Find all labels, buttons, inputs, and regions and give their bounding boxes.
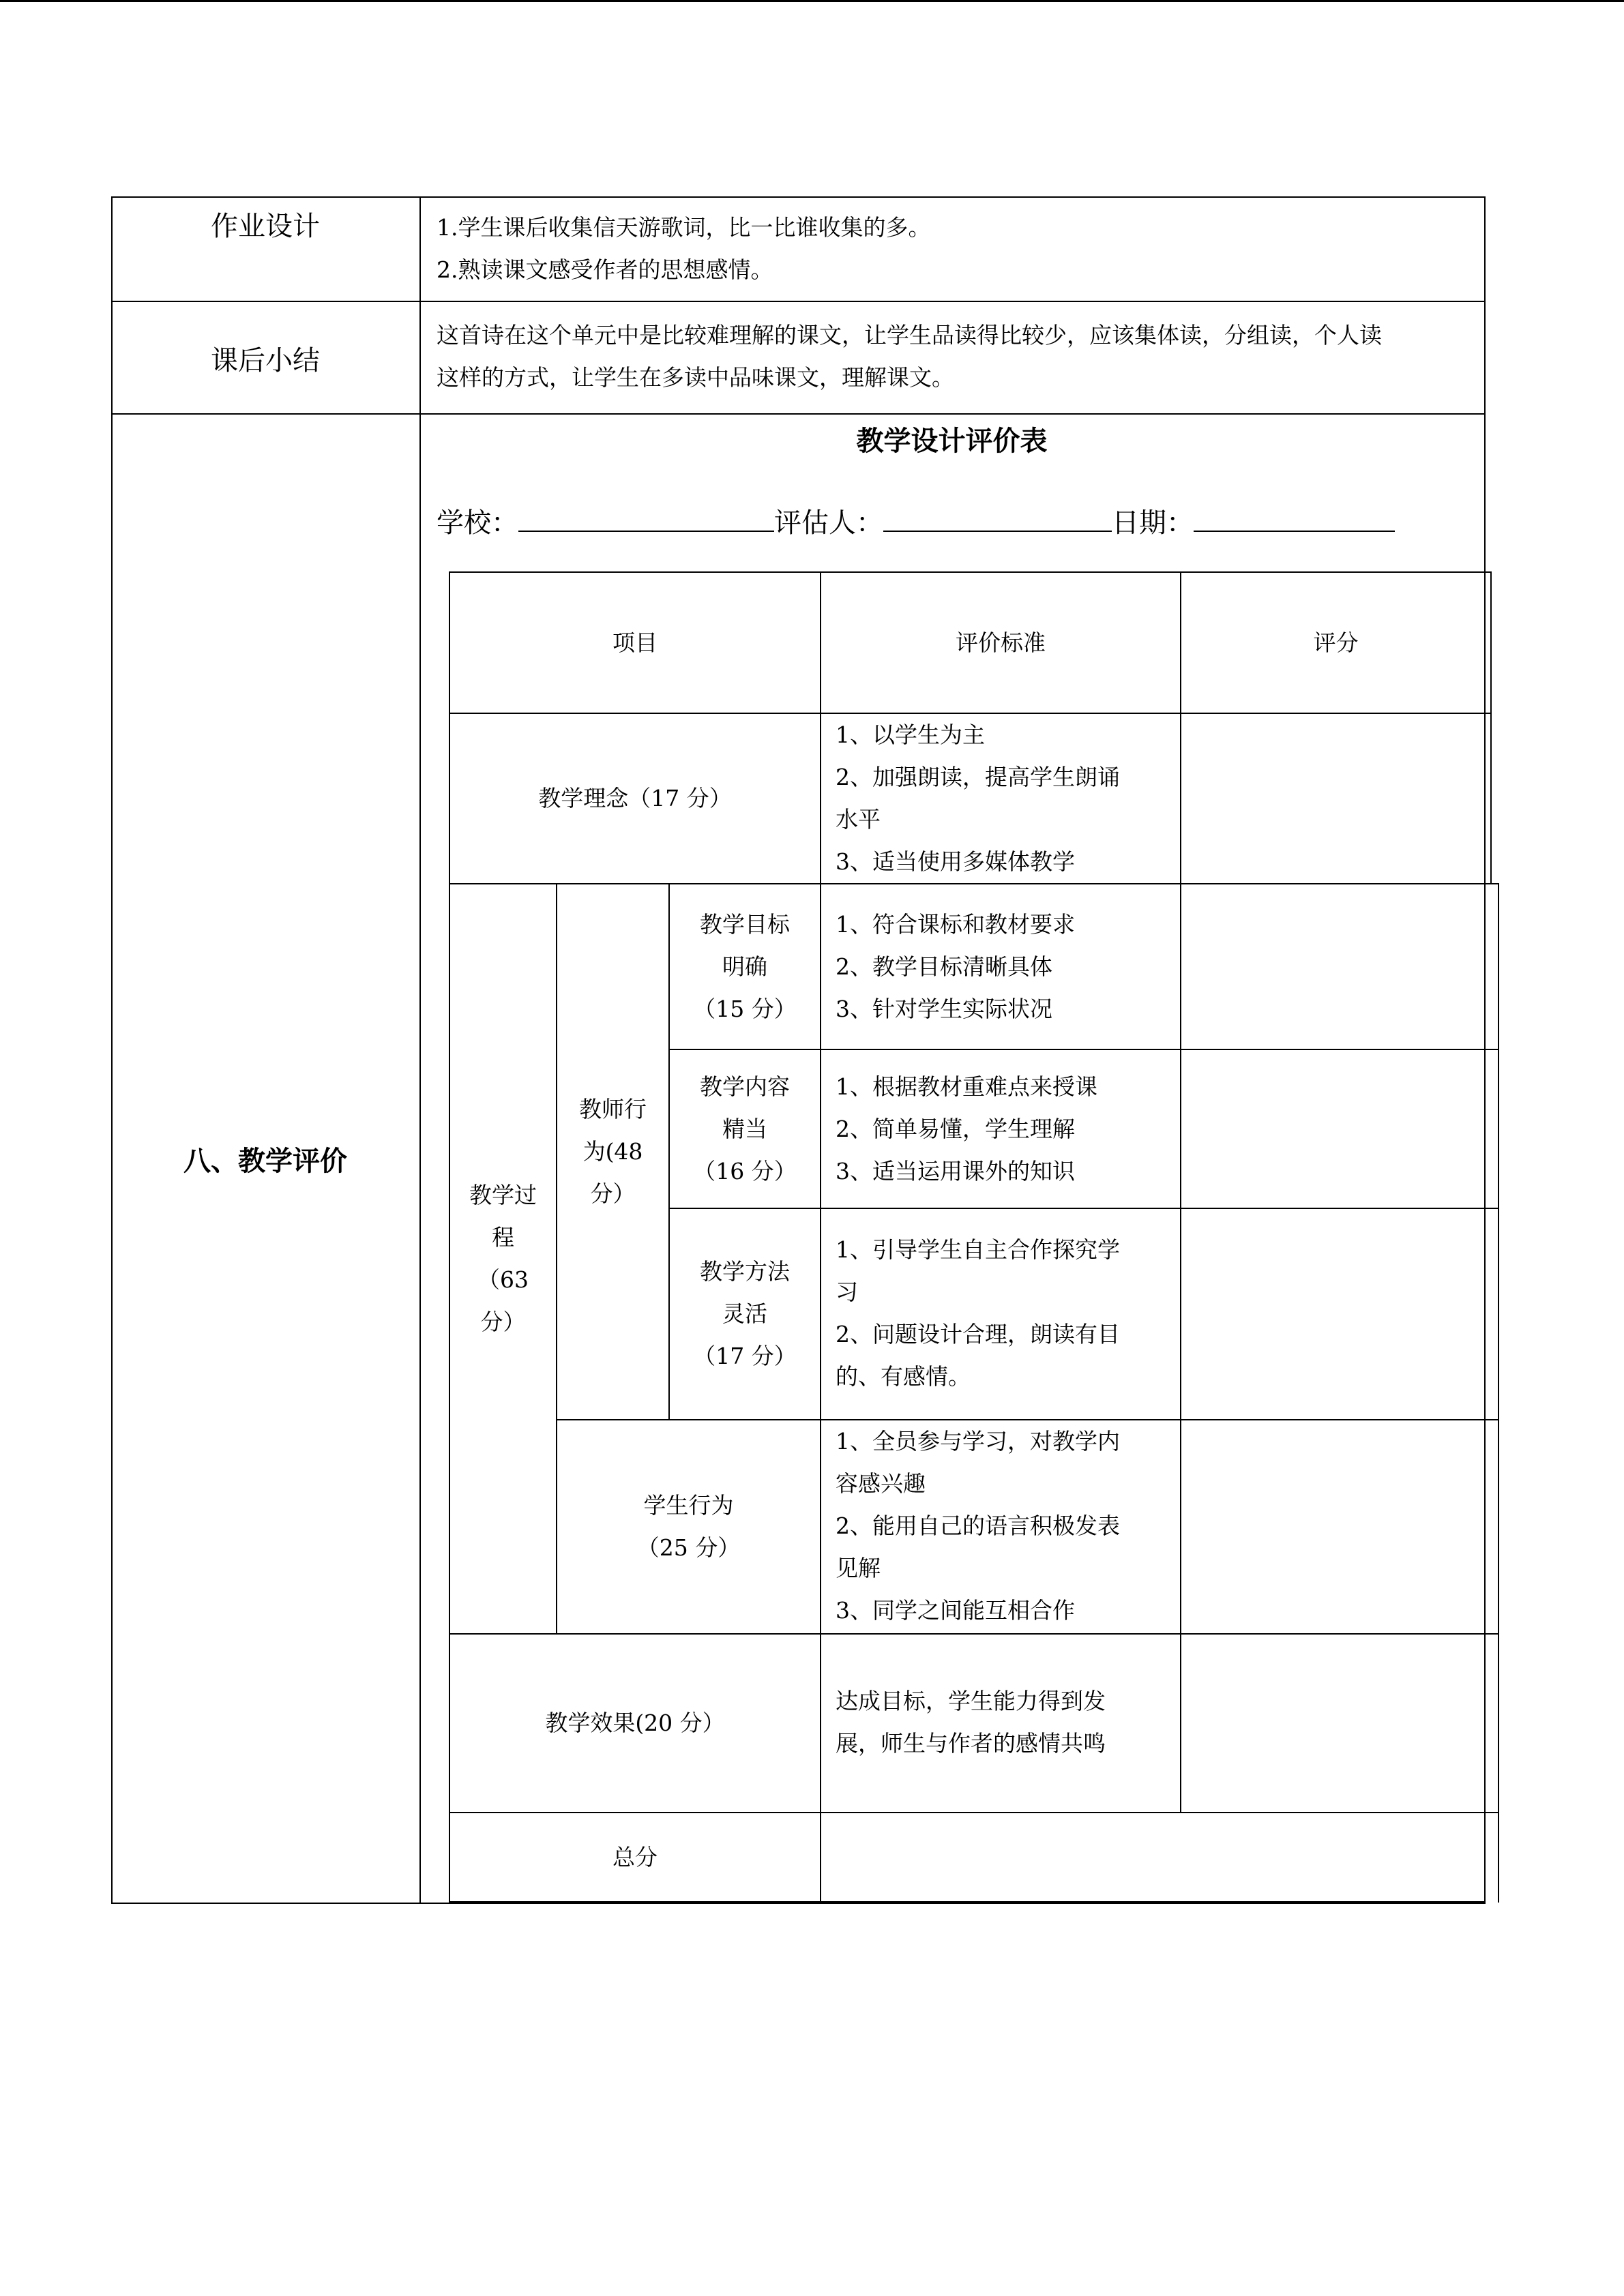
homework-content [437, 207, 931, 291]
school-blank[interactable] [518, 503, 774, 532]
header-criteria: 评价标准 [956, 629, 1046, 656]
student-score-cell[interactable] [1181, 1420, 1498, 1633]
criteria-line: 2、简单易懂，学生理解 [836, 1116, 1075, 1142]
teacher-label-line: 教师行 [579, 1096, 647, 1122]
criteria-line: 展，师生与作者的感情共鸣 [836, 1730, 1106, 1757]
criteria-line: 3、同学之间能互相合作 [836, 1597, 1075, 1624]
process-label-line: 分） [480, 1309, 526, 1335]
criteria-line: 达成目标，学生能力得到发 [836, 1688, 1106, 1714]
content-label-line: 教学内容 [699, 1073, 790, 1100]
criteria-line: 习 [836, 1279, 858, 1305]
goal-label-line: （15 分） [693, 995, 797, 1022]
teacher-label-line: 为(48 [582, 1138, 643, 1165]
evaluator-label: 评估人： [774, 507, 883, 539]
teacher-label-line: 分） [590, 1180, 636, 1207]
criteria-line: 1、引导学生自主合作探究学 [836, 1236, 1120, 1263]
summary-content [437, 314, 1382, 399]
date-label: 日期： [1112, 507, 1194, 539]
criteria-line: 水平 [836, 806, 881, 833]
criteria-line: 1、根据教材重难点来授课 [836, 1073, 1097, 1100]
content-criteria [836, 1066, 1097, 1193]
criteria-line: 2、能用自己的语言积极发表 [836, 1512, 1120, 1539]
method-label-line: （17 分） [693, 1343, 797, 1369]
summary-line: 这样的方式，让学生在多读中品味课文，理解课文。 [437, 364, 954, 391]
criteria-line: 1、以学生为主 [836, 721, 985, 748]
total-label: 总分 [612, 1843, 658, 1870]
process-label [450, 884, 556, 1633]
effect-criteria [836, 1680, 1106, 1765]
effect-score-cell[interactable] [1181, 1635, 1498, 1812]
process-label-line: 教学过 [469, 1182, 537, 1208]
process-label-line: （63 [477, 1266, 529, 1293]
student-label-line: 学生行为 [643, 1492, 734, 1519]
concept-criteria [836, 714, 1120, 883]
concept-label: 教学理念（17 分） [538, 785, 732, 811]
criteria-line: 3、针对学生实际状况 [836, 996, 1052, 1022]
school-label: 学校： [437, 507, 518, 539]
criteria-line: 3、适当使用多媒体教学 [836, 848, 1075, 875]
concept-score-cell[interactable] [1181, 714, 1490, 883]
goal-label [670, 884, 820, 1049]
content-score-cell[interactable] [1181, 1050, 1498, 1208]
method-criteria [836, 1229, 1120, 1398]
header-item: 项目 [612, 629, 658, 656]
evaluator-blank[interactable] [883, 503, 1112, 532]
homework-line: 1.学生课后收集信天游歌词，比一比谁收集的多。 [437, 214, 931, 241]
method-label [670, 1209, 820, 1419]
total-score-cell[interactable] [821, 1813, 1484, 1901]
criteria-line: 的、有感情。 [836, 1363, 971, 1390]
homework-label: 作业设计 [211, 211, 320, 242]
content-label-line: 精当 [722, 1115, 767, 1142]
criteria-line: 3、适当运用课外的知识 [836, 1158, 1075, 1184]
criteria-line: 见解 [836, 1555, 881, 1581]
effect-label: 教学效果(20 分） [545, 1710, 725, 1736]
criteria-line: 1、符合课标和教材要求 [836, 911, 1075, 938]
process-label-line: 程 [492, 1224, 514, 1251]
header-score: 评分 [1313, 629, 1359, 656]
summary-label: 课后小结 [211, 345, 320, 376]
criteria-line: 2、加强朗读，提高学生朗诵 [836, 764, 1120, 790]
date-blank[interactable] [1194, 503, 1395, 532]
student-criteria [836, 1420, 1120, 1632]
form-title: 教学设计评价表 [856, 426, 1048, 457]
criteria-line: 2、教学目标清晰具体 [836, 953, 1052, 980]
criteria-line: 2、问题设计合理，朗读有目 [836, 1321, 1120, 1347]
goal-label-line: 明确 [722, 953, 767, 980]
goal-score-cell[interactable] [1181, 884, 1498, 1049]
method-score-cell[interactable] [1181, 1209, 1498, 1419]
content-label-line: （16 分） [693, 1157, 797, 1184]
goal-criteria [836, 904, 1075, 1030]
student-label [557, 1420, 820, 1633]
method-label-line: 教学方法 [699, 1258, 790, 1285]
evaluation-label: 八、教学评价 [183, 1146, 347, 1177]
goal-label-line: 教学目标 [699, 910, 790, 938]
student-label-line: （25 分） [636, 1534, 741, 1561]
page-top-border [0, 0, 1624, 2]
content-label [670, 1050, 820, 1208]
criteria-line: 容感兴趣 [836, 1470, 926, 1497]
criteria-line: 1、全员参与学习，对教学内 [836, 1428, 1120, 1455]
teacher-label [557, 884, 668, 1419]
homework-line: 2.熟读课文感受作者的思想感情。 [437, 256, 773, 283]
form-info-line [437, 501, 1395, 540]
method-label-line: 灵活 [722, 1300, 767, 1327]
summary-line: 这首诗在这个单元中是比较难理解的课文，让学生品读得比较少，应该集体读，分组读，个人读 [437, 322, 1382, 348]
